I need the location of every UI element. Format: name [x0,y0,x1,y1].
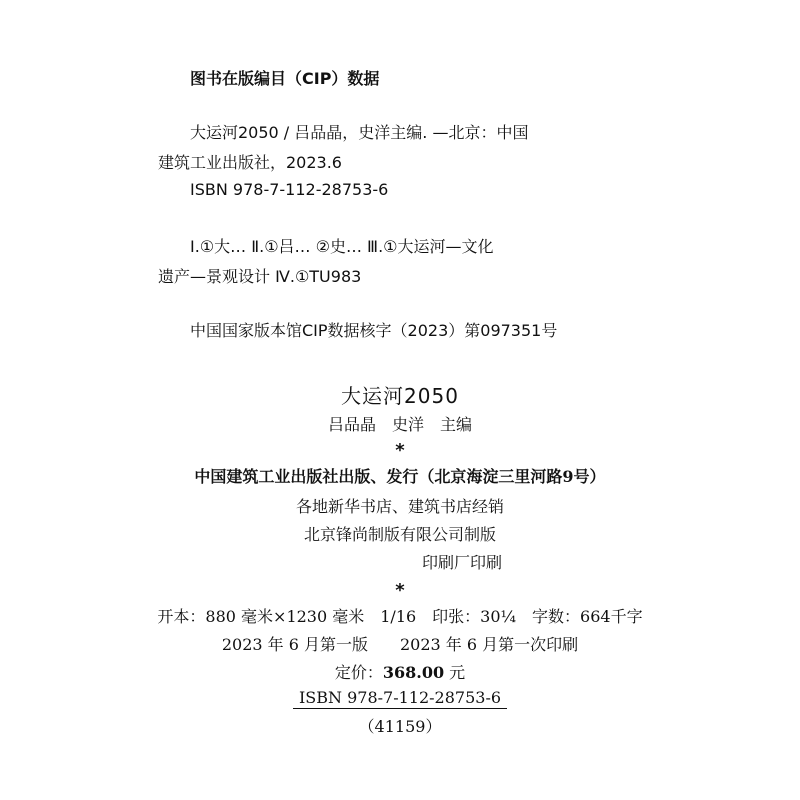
cip-heading: 图书在版编目（CIP）数据 [190,69,380,88]
book-title: 大运河2050 [341,384,459,408]
cip-isbn-line: ISBN 978-7-112-28753-6 [190,180,389,199]
isbn-barcode-line [0,688,800,709]
separator-star-2: * [395,580,405,601]
price-line [0,660,800,683]
edition-line: 2023 年 6 月第一版 2023 年 6 月第一次印刷 [221,635,579,654]
cip-subject-line-2: 遗产—景观设计 Ⅳ.①TU983 [158,267,362,286]
cip-record-number: 中国国家版本馆CIP数据核字（2023）第097351号 [190,321,558,340]
printer-line: 印刷厂印刷 [422,553,503,572]
distributor-line: 各地新华书店、建筑书店经销 [295,497,504,516]
isbn-number: ISBN 978-7-112-28753-6 [293,688,507,709]
platemaker-line: 北京锋尚制版有限公司制版 [303,525,496,544]
format-line: 开本：880 毫米×1230 毫米 1/16 印张：30¼ 字数：664千字 [157,607,643,626]
cip-entry-line-2: 建筑工业出版社，2023.6 [158,153,342,172]
price-label: 定价： [334,663,383,682]
cip-subject-line-1: Ⅰ.①大… Ⅱ.①吕… ②史… Ⅲ.①大运河—文化 [190,237,494,256]
book-editors: 吕品晶 史洋 主编 [327,415,472,434]
category-code: （41159） [358,717,442,736]
price-unit: 元 [444,663,466,682]
cip-entry-line-1: 大运河2050 / 吕品晶，史洋主编. —北京：中国 [190,123,529,142]
price-value: 368.00 [382,663,445,682]
separator-star-1: * [395,440,405,461]
publisher-line: 中国建筑工业出版社出版、发行（北京海淀三里河路9号） [194,467,606,486]
